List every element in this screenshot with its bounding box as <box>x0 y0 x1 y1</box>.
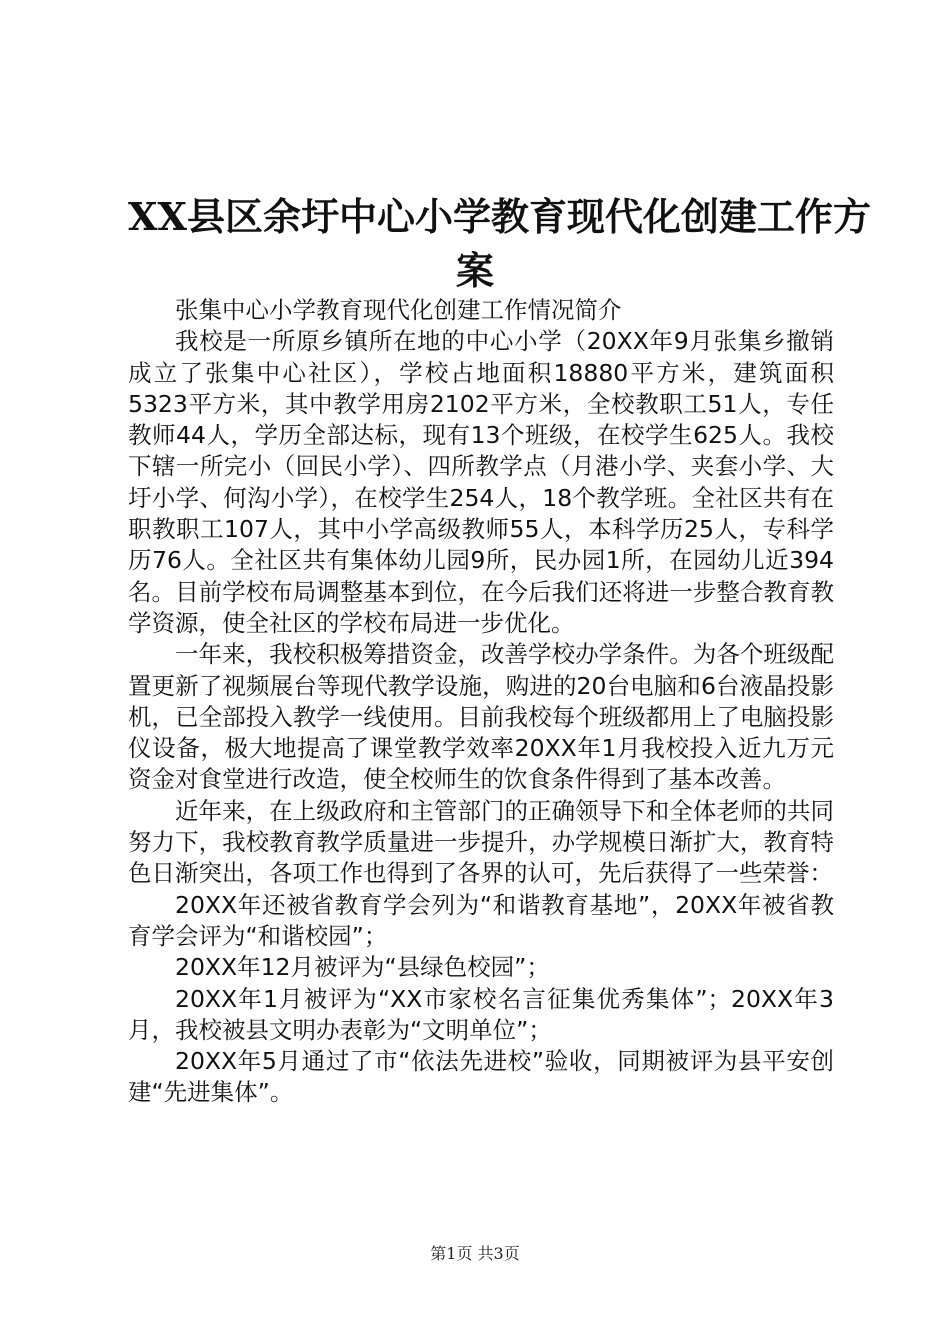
paragraph-facilities: 一年来，我校积极筹措资金，改善学校办学条件。为各个班级配置更新了视频展台等现代教学设施，购进的20台电脑和6台液晶投影机，已全部投入教学一线使用。目前我校每个班级都用上了电脑投影仪设备，极大地提高了课堂教学效率20XX年1月我校投入近九万元资金对食堂进行改造，使全校师生的饮食条件得到了基本改善。 <box>128 640 834 794</box>
document-body <box>128 295 834 1109</box>
paragraph-honor-3: 20XX年1月被评为“XX市家校名言征集优秀集体”；20XX年3月，我校被县文明办表彰为“文明单位”； <box>128 984 834 1044</box>
document-title-line-2: 案 <box>455 248 494 293</box>
paragraph-honor-2: 20XX年12月被评为“县绿色校园”； <box>175 953 550 982</box>
paragraph-honor-1: 20XX年还被省教育学会列为“和谐教育基地”，20XX年被省教育学会评为“和谐校园”； <box>128 890 834 950</box>
paragraph-achievements-intro: 近年来，在上级政府和主管部门的正确领导下和全体老师的共同努力下，我校教育教学质量进一步提升，办学规模日渐扩大，教育特色日渐突出，各项工作也得到了各界的认可，先后获得了一些荣誉： <box>128 796 834 888</box>
document-title-line-1: XX县区余圩中心小学教育现代化创建工作方 <box>128 194 871 239</box>
paragraph-honor-4: 20XX年5月通过了市“依法先进校”验收，同期被评为县平安创建“先进集体”。 <box>128 1047 834 1107</box>
paragraph-subtitle: 张集中心小学教育现代化创建工作情况简介 <box>175 296 622 324</box>
page-footer: 第1页 共3页 <box>430 1244 520 1263</box>
paragraph-school-overview: 我校是一所原乡镇所在地的中心小学（20XX年9月张集乡撤销成立了张集中心社区），学校占地面积18880平方米，建筑面积5323平方米，其中教学用房2102平方米，全校教职工51人，专任教师44人，学历全部达标，现有13个班级，在校学生625人。我校下辖一所完小（回民小学）、四所教学点（月港小学、夹套小学、大圩小学、何沟小学），在校学生254人，18个教学班。全社区共有在职教职工107人，其中小学高级教师55人，本科学历25人，专科学历76人。全社区共有集体幼儿园9所，民办园1所，在园幼儿近394名。目前学校布局调整基本到位，在今后我们还将进一步整合教育教学资源，使全社区的学校布局进一步优化。 <box>128 327 834 637</box>
